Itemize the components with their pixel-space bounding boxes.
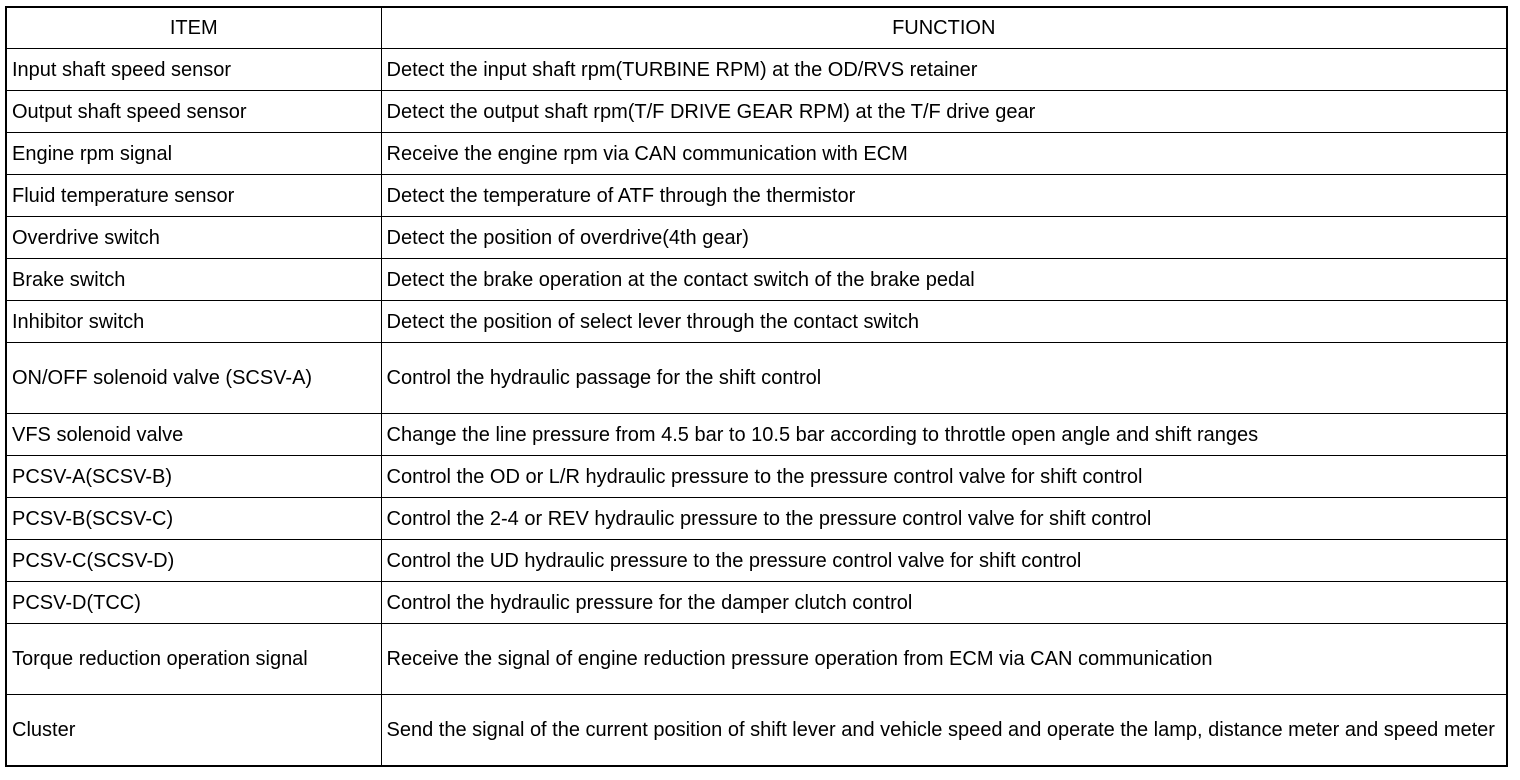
item-cell: PCSV-B(SCSV-C) <box>6 498 381 540</box>
function-cell: Control the 2-4 or REV hydraulic pressure to the pressure control valve for shift control <box>381 498 1507 540</box>
function-cell: Detect the input shaft rpm(TURBINE RPM) at the OD/RVS retainer <box>381 49 1507 91</box>
table-row <box>6 301 1507 343</box>
table-row <box>6 259 1507 301</box>
header-row <box>6 7 1507 49</box>
table-row <box>6 456 1507 498</box>
function-cell: Control the hydraulic passage for the shift control <box>381 343 1507 414</box>
item-cell: Cluster <box>6 695 381 767</box>
table-row <box>6 91 1507 133</box>
item-function-table <box>5 6 1508 767</box>
header-item: ITEM <box>6 7 381 49</box>
table-row <box>6 624 1507 695</box>
item-cell: PCSV-A(SCSV-B) <box>6 456 381 498</box>
function-cell: Control the OD or L/R hydraulic pressure to the pressure control valve for shift control <box>381 456 1507 498</box>
item-cell: Inhibitor switch <box>6 301 381 343</box>
item-cell: Torque reduction operation signal <box>6 624 381 695</box>
function-cell: Change the line pressure from 4.5 bar to 10.5 bar according to throttle open angle and shift ranges <box>381 414 1507 456</box>
table-row <box>6 175 1507 217</box>
item-cell: PCSV-C(SCSV-D) <box>6 540 381 582</box>
item-cell: Input shaft speed sensor <box>6 49 381 91</box>
table-row <box>6 133 1507 175</box>
table-row <box>6 582 1507 624</box>
item-cell: Fluid temperature sensor <box>6 175 381 217</box>
function-cell: Receive the signal of engine reduction pressure operation from ECM via CAN communication <box>381 624 1507 695</box>
item-cell: Overdrive switch <box>6 217 381 259</box>
function-cell: Detect the brake operation at the contact switch of the brake pedal <box>381 259 1507 301</box>
function-cell: Detect the temperature of ATF through the thermistor <box>381 175 1507 217</box>
function-cell: Receive the engine rpm via CAN communication with ECM <box>381 133 1507 175</box>
function-cell: Control the hydraulic pressure for the damper clutch control <box>381 582 1507 624</box>
item-cell: Brake switch <box>6 259 381 301</box>
table-row <box>6 49 1507 91</box>
function-cell: Control the UD hydraulic pressure to the pressure control valve for shift control <box>381 540 1507 582</box>
item-cell: Output shaft speed sensor <box>6 91 381 133</box>
item-cell: VFS solenoid valve <box>6 414 381 456</box>
function-cell: Detect the position of select lever through the contact switch <box>381 301 1507 343</box>
table-row <box>6 414 1507 456</box>
header-function: FUNCTION <box>381 7 1507 49</box>
function-cell: Detect the position of overdrive(4th gear) <box>381 217 1507 259</box>
table-row <box>6 217 1507 259</box>
table-row <box>6 498 1507 540</box>
table-row <box>6 540 1507 582</box>
function-cell: Detect the output shaft rpm(T/F DRIVE GEAR RPM) at the T/F drive gear <box>381 91 1507 133</box>
function-cell: Send the signal of the current position of shift lever and vehicle speed and operate the lamp, distance meter and speed meter <box>381 695 1507 767</box>
item-cell: ON/OFF solenoid valve (SCSV-A) <box>6 343 381 414</box>
table-row <box>6 695 1507 767</box>
item-cell: Engine rpm signal <box>6 133 381 175</box>
table-row <box>6 343 1507 414</box>
item-cell: PCSV-D(TCC) <box>6 582 381 624</box>
